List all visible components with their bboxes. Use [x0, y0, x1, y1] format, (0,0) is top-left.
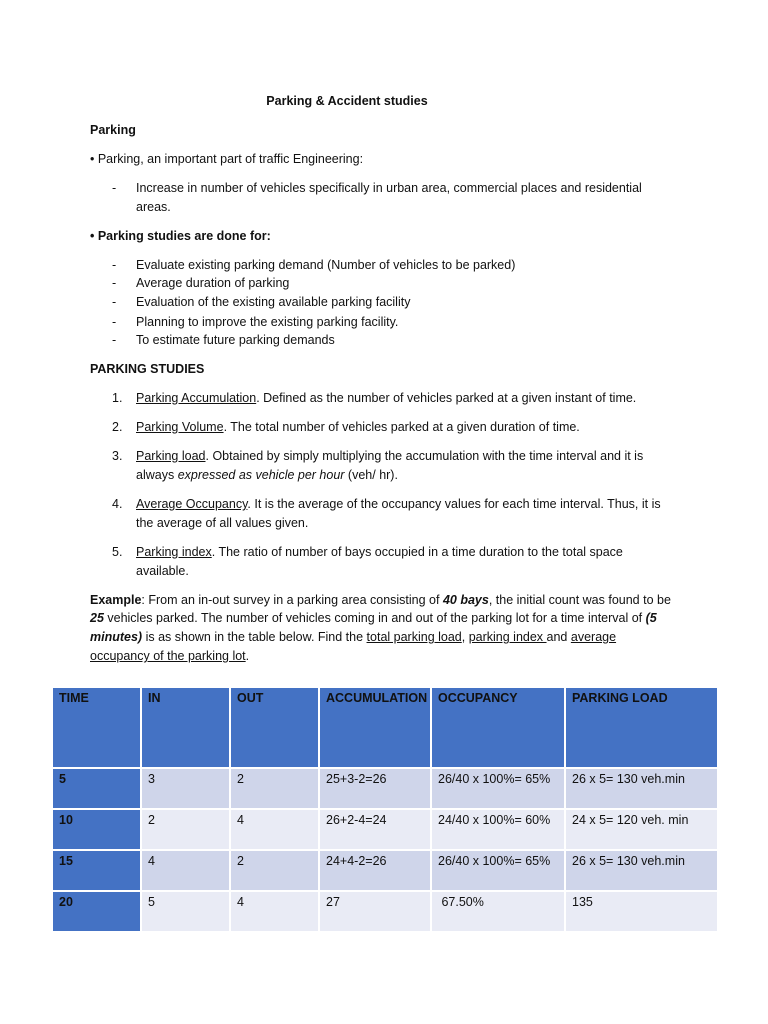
list-number: 3. — [112, 449, 123, 463]
text-segment: always — [136, 468, 178, 482]
underlined-phrase: total parking load — [366, 630, 462, 644]
underlined-phrase: average — [570, 630, 617, 644]
text-segment: is as shown in the table below. Find the — [142, 630, 367, 644]
table-cell: 26+2-4=24 — [319, 809, 431, 850]
table-cell: 4 — [230, 891, 319, 932]
list-item-continuation: areas. — [136, 200, 171, 214]
emphasis: (5 — [645, 611, 657, 625]
table-cell: 15 — [52, 850, 141, 891]
term: Average Occupancy — [136, 497, 248, 511]
table-cell: 26 x 5= 130 veh.min — [565, 850, 718, 891]
parking-heading: Parking — [90, 123, 136, 137]
dash-marker: - — [112, 276, 117, 290]
table-cell: 5 — [52, 768, 141, 809]
dash-marker: - — [112, 258, 117, 272]
text-segment: . — [245, 649, 250, 663]
term: Parking Accumulation — [136, 391, 257, 405]
table-cell: 4 — [141, 850, 230, 891]
definition: . The total number of vehicles parked at a given duration of time. — [223, 420, 580, 434]
table-cell: 24+4-2=26 — [319, 850, 431, 891]
dash-marker: - — [112, 333, 117, 347]
table-cell: 2 — [141, 809, 230, 850]
table-cell: 135 — [565, 891, 718, 932]
list-item-continuation — [136, 468, 398, 482]
table-cell: 24/40 x 100%= 60% — [431, 809, 565, 850]
underlined-phrase: occupancy of the parking lot — [90, 649, 246, 663]
column-header: OUT — [230, 687, 319, 768]
example-line — [90, 649, 249, 663]
text-segment: and — [546, 630, 571, 644]
example-line — [90, 593, 671, 607]
definition: . It is the average of the occupancy values for each time interval. Thus, it is — [247, 497, 661, 511]
page-title: Parking & Accident studies — [266, 94, 428, 108]
text-segment: , the initial count was found to be — [488, 593, 671, 607]
table-row — [52, 768, 718, 809]
italic-phrase: expressed as vehicle per hour — [177, 468, 345, 482]
list-item: Evaluation of the existing available parking facility — [136, 295, 411, 309]
list-item: Evaluate existing parking demand (Number of vehicles to be parked) — [136, 258, 516, 272]
column-header: TIME — [52, 687, 141, 768]
table-header-row — [52, 687, 718, 768]
column-header: PARKING LOAD — [565, 687, 718, 768]
table-cell: 26/40 x 100%= 65% — [431, 768, 565, 809]
list-item — [136, 497, 661, 511]
example-label: Example — [90, 593, 142, 607]
term: Parking load — [136, 449, 206, 463]
table-cell: 27 — [319, 891, 431, 932]
definition: . Defined as the number of vehicles parked at a given instant of time. — [256, 391, 637, 405]
text-segment: : From an in-out survey in a parking area consisting of — [141, 593, 443, 607]
table-cell: 4 — [230, 809, 319, 850]
term: Parking index — [136, 545, 212, 559]
table-cell: 2 — [230, 768, 319, 809]
table-cell: 3 — [141, 768, 230, 809]
list-item-continuation: available. — [136, 564, 189, 578]
example-line — [90, 611, 657, 625]
emphasis: minutes) — [90, 630, 143, 644]
table-row — [52, 809, 718, 850]
list-item — [136, 420, 580, 434]
table-cell: 67.50% — [431, 891, 565, 932]
table-cell: 20 — [52, 891, 141, 932]
list-number: 1. — [112, 391, 123, 405]
column-header: OCCUPANCY — [431, 687, 565, 768]
table-cell: 2 — [230, 850, 319, 891]
column-header: ACCUMULATION — [319, 687, 431, 768]
list-item-continuation: the average of all values given. — [136, 516, 309, 530]
text-segment: vehicles parked. The number of vehicles coming in and out of the parking lot for a time interval of — [103, 611, 646, 625]
list-item — [136, 449, 643, 463]
underlined-phrase: parking index — [468, 630, 547, 644]
list-item: Increase in number of vehicles specifically in urban area, commercial places and residential — [136, 181, 642, 195]
example-line — [90, 630, 616, 644]
definition: . The ratio of number of bays occupied in a time duration to the total space — [211, 545, 623, 559]
list-item: Planning to improve the existing parking facility. — [136, 315, 399, 329]
list-item — [136, 545, 623, 559]
term: Parking Volume — [136, 420, 224, 434]
table-row — [52, 850, 718, 891]
list-item: Average duration of parking — [136, 276, 290, 290]
list-item — [136, 391, 636, 405]
table-cell: 26/40 x 100%= 65% — [431, 850, 565, 891]
text-segment: (veh/ hr). — [344, 468, 398, 482]
emphasis: 40 bays — [442, 593, 489, 607]
bullet-parking-studies: • Parking studies are done for: — [90, 229, 271, 243]
parking-data-table — [51, 686, 719, 933]
dash-marker: - — [112, 295, 117, 309]
table-cell: 26 x 5= 130 veh.min — [565, 768, 718, 809]
parking-studies-heading: PARKING STUDIES — [90, 362, 205, 376]
list-number: 4. — [112, 497, 123, 511]
emphasis: 25 — [90, 611, 104, 625]
dash-marker: - — [112, 315, 117, 329]
table-cell: 10 — [52, 809, 141, 850]
list-number: 5. — [112, 545, 123, 559]
table-row — [52, 891, 718, 932]
column-header: IN — [141, 687, 230, 768]
table-cell: 24 x 5= 120 veh. min — [565, 809, 718, 850]
text-segment: , — [461, 630, 469, 644]
dash-marker: - — [112, 181, 117, 195]
definition: . Obtained by simply multiplying the accumulation with the time interval and it is — [205, 449, 644, 463]
list-item: To estimate future parking demands — [136, 333, 335, 347]
bullet-traffic-engineering: • Parking, an important part of traffic Engineering: — [90, 152, 364, 166]
table-cell: 5 — [141, 891, 230, 932]
table-cell: 25+3-2=26 — [319, 768, 431, 809]
list-number: 2. — [112, 420, 123, 434]
